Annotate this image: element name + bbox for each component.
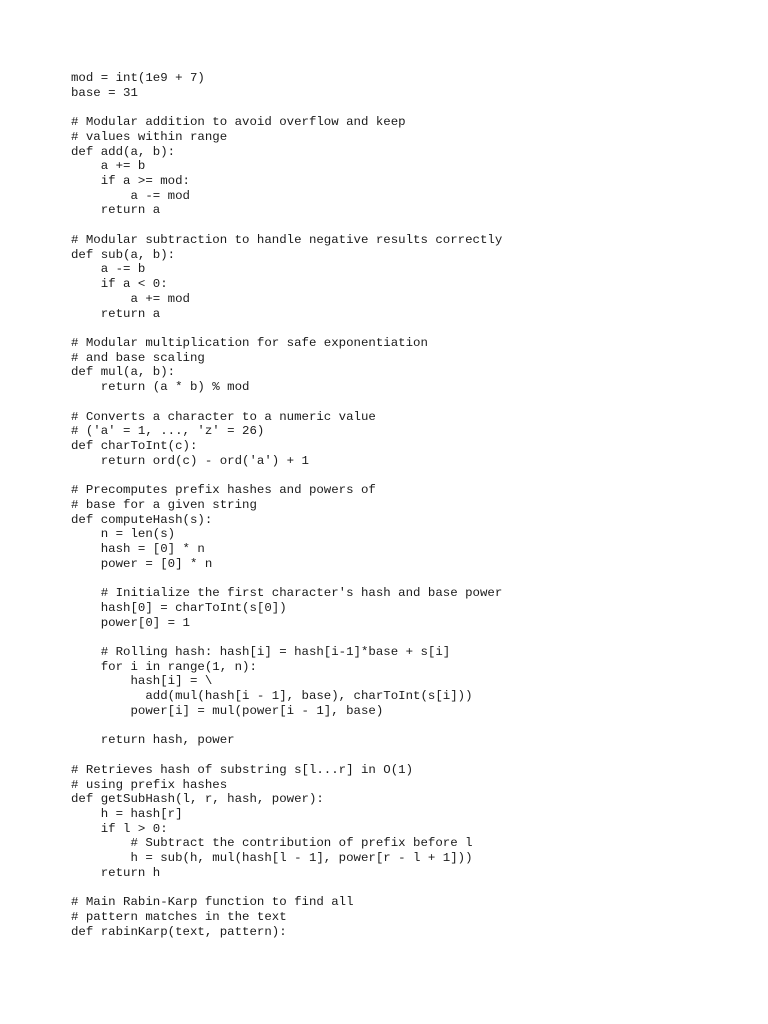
code-line: def charToInt(c): — [71, 438, 198, 453]
code-line: # using prefix hashes — [71, 777, 228, 792]
code-line: hash[0] = charToInt(s[0]) — [71, 600, 287, 615]
code-line: return (a * b) % mod — [71, 380, 250, 395]
code-line: def sub(a, b): — [71, 247, 176, 262]
code-line: # pattern matches in the text — [71, 909, 287, 924]
code-line: return h — [71, 865, 161, 880]
code-line: for i in range(1, n): — [71, 659, 257, 674]
code-line: a -= mod — [71, 188, 190, 203]
code-line: # values within range — [71, 129, 228, 144]
code-line: def mul(a, b): — [71, 365, 176, 380]
code-line: power = [0] * n — [71, 556, 213, 571]
code-line: return a — [71, 203, 161, 218]
code-line: # base for a given string — [71, 497, 257, 512]
code-line — [71, 571, 502, 586]
code-line: # ('a' = 1, ..., 'z' = 26) — [71, 424, 265, 439]
code-line: # Modular addition to avoid overflow and keep — [71, 115, 406, 130]
code-line: def rabinKarp(text, pattern): — [71, 924, 287, 939]
code-line: def getSubHash(l, r, hash, power): — [71, 792, 324, 807]
code-line: # Rolling hash: hash[i] = hash[i-1]*base + s[i] — [71, 645, 451, 660]
code-line: # Modular multiplication for safe exponentiation — [71, 335, 428, 350]
code-line — [71, 719, 502, 734]
code-line — [71, 218, 502, 233]
code-line: a += mod — [71, 291, 190, 306]
code-line: hash[i] = \ — [71, 674, 213, 689]
code-line — [71, 468, 502, 483]
code-line — [71, 395, 502, 410]
code-line: # Main Rabin-Karp function to find all — [71, 895, 354, 910]
code-line: hash = [0] * n — [71, 542, 205, 556]
code-line: def computeHash(s): — [71, 512, 213, 527]
code-line: # Initialize the first character's hash and base power — [71, 586, 503, 601]
code-line — [71, 630, 502, 645]
code-line: h = hash[r] — [71, 806, 183, 821]
code-line: a -= b — [71, 262, 146, 277]
code-line: power[0] = 1 — [71, 615, 190, 630]
code-line: # Modular subtraction to handle negative results correctly — [71, 232, 503, 247]
code-line: # Subtract the contribution of prefix before l — [71, 836, 473, 851]
code-line — [71, 100, 502, 115]
code-line: power[i] = mul(power[i - 1], base) — [71, 703, 384, 718]
code-line: add(mul(hash[i - 1], base), charToInt(s[i])) — [71, 689, 473, 704]
code-line: # and base scaling — [71, 350, 205, 365]
code-line: a += b — [71, 159, 146, 174]
code-line — [71, 748, 502, 763]
code-line — [71, 321, 502, 336]
code-line: return a — [71, 306, 161, 321]
code-line: if l > 0: — [71, 821, 168, 836]
code-line: if a < 0: — [71, 277, 168, 292]
code-line: def add(a, b): — [71, 144, 176, 159]
code-line: # Retrieves hash of substring s[l...r] in O(1) — [71, 762, 414, 777]
code-block — [71, 71, 502, 939]
code-line: # Converts a character to a numeric value — [71, 409, 376, 424]
code-line: # Precomputes prefix hashes and powers of — [71, 483, 376, 498]
code-line — [71, 881, 502, 896]
code-line: h = sub(h, mul(hash[l - 1], power[r - l + 1])) — [71, 851, 473, 866]
code-line: if a >= mod: — [71, 174, 190, 189]
code-line: n = len(s) — [71, 527, 176, 542]
code-line: return ord(c) - ord('a') + 1 — [71, 453, 309, 468]
code-line: base = 31 — [71, 85, 138, 100]
code-line: mod = int(1e9 + 7) — [71, 71, 205, 85]
code-line: return hash, power — [71, 733, 235, 748]
